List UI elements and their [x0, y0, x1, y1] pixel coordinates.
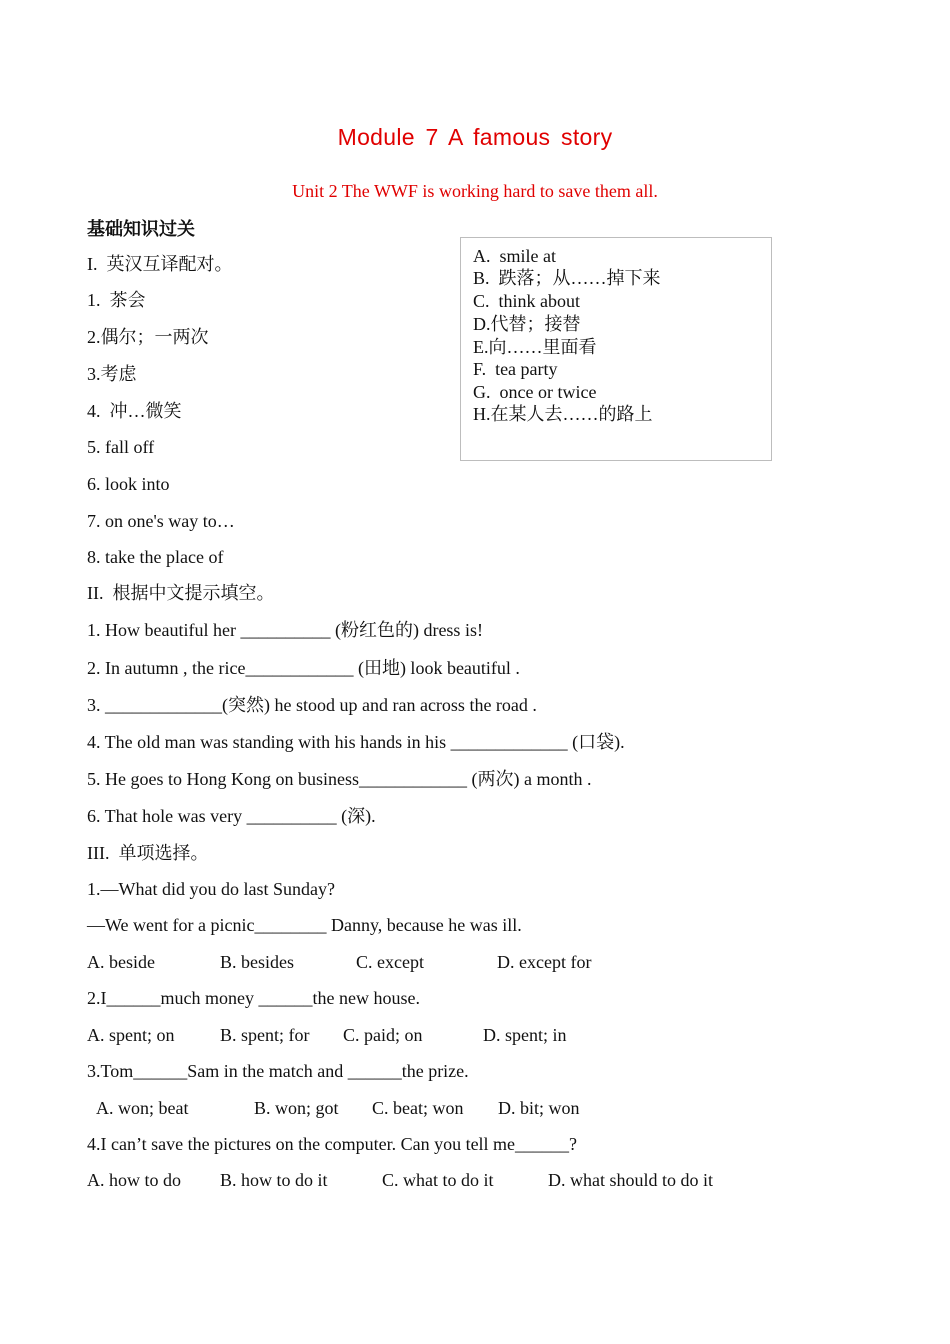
part1-heading: I. 英汉互译配对。: [87, 254, 233, 274]
part1-item: 5. fall off: [87, 437, 155, 457]
page-title: Module 7 A famous story: [337, 124, 613, 150]
option-c: C. what to do it: [382, 1170, 494, 1190]
matching-option: D.代替；接替: [473, 314, 581, 334]
matching-option: E.向……里面看: [473, 337, 597, 357]
part2-item: 1. How beautiful her __________ (粉红色的) dress is!: [87, 620, 483, 640]
question-stem: 3.Tom______Sam in the match and ______the prize.: [87, 1061, 469, 1081]
option-b: B. besides: [220, 952, 294, 972]
option-a: A. beside: [87, 952, 155, 972]
unit-subtitle: Unit 2 The WWF is working hard to save them all.: [292, 181, 658, 201]
option-d: D. bit; won: [498, 1098, 580, 1118]
part2-item: 6. That hole was very __________ (深).: [87, 806, 376, 826]
part3-heading: III. 单项选择。: [87, 843, 209, 863]
part2-item: 2. In autumn , the rice____________ (田地) look beautiful .: [87, 658, 520, 678]
matching-option: H.在某人去……的路上: [473, 404, 653, 424]
question-stem: 4.I can’t save the pictures on the computer. Can you tell me______?: [87, 1134, 578, 1154]
part2-heading: II. 根据中文提示填空。: [87, 583, 275, 603]
matching-option: A. smile at: [473, 246, 556, 266]
part2-item: 4. The old man was standing with his hands in his _____________ (口袋).: [87, 732, 625, 752]
part2-item: 3. _____________(突然) he stood up and ran across the road .: [87, 695, 537, 715]
question-stem: 1.—What did you do last Sunday?: [87, 879, 335, 899]
section-heading: 基础知识过关: [87, 219, 195, 239]
part1-item: 7. on one's way to…: [87, 511, 235, 531]
part1-item: 3.考虑: [87, 364, 137, 384]
matching-option: F. tea party: [473, 359, 558, 379]
option-c: C. paid; on: [343, 1025, 423, 1045]
part1-item: 2.偶尔；一两次: [87, 327, 209, 347]
matching-options-box: [460, 237, 772, 461]
option-b: B. won; got: [254, 1098, 339, 1118]
option-c: C. except: [356, 952, 424, 972]
option-c: C. beat; won: [372, 1098, 464, 1118]
part1-item: 4. 冲…微笑: [87, 401, 182, 421]
matching-option: G. once or twice: [473, 382, 597, 402]
option-a: A. how to do: [87, 1170, 181, 1190]
matching-option: C. think about: [473, 291, 580, 311]
option-a: A. spent; on: [87, 1025, 175, 1045]
option-d: D. spent; in: [483, 1025, 567, 1045]
option-d: D. except for: [497, 952, 592, 972]
option-d: D. what should to do it: [548, 1170, 713, 1190]
question-stem: —We went for a picnic________ Danny, because he was ill.: [87, 915, 522, 935]
option-a: A. won; beat: [96, 1098, 189, 1118]
part1-item: 1. 茶会: [87, 290, 146, 310]
part1-item: 8. take the place of: [87, 547, 224, 567]
question-stem: 2.I______much money ______the new house.: [87, 988, 420, 1008]
part1-item: 6. look into: [87, 474, 170, 494]
matching-option: B. 跌落；从……掉下来: [473, 268, 661, 288]
option-b: B. spent; for: [220, 1025, 310, 1045]
option-b: B. how to do it: [220, 1170, 328, 1190]
part2-item: 5. He goes to Hong Kong on business____________ (两次) a month .: [87, 769, 592, 789]
